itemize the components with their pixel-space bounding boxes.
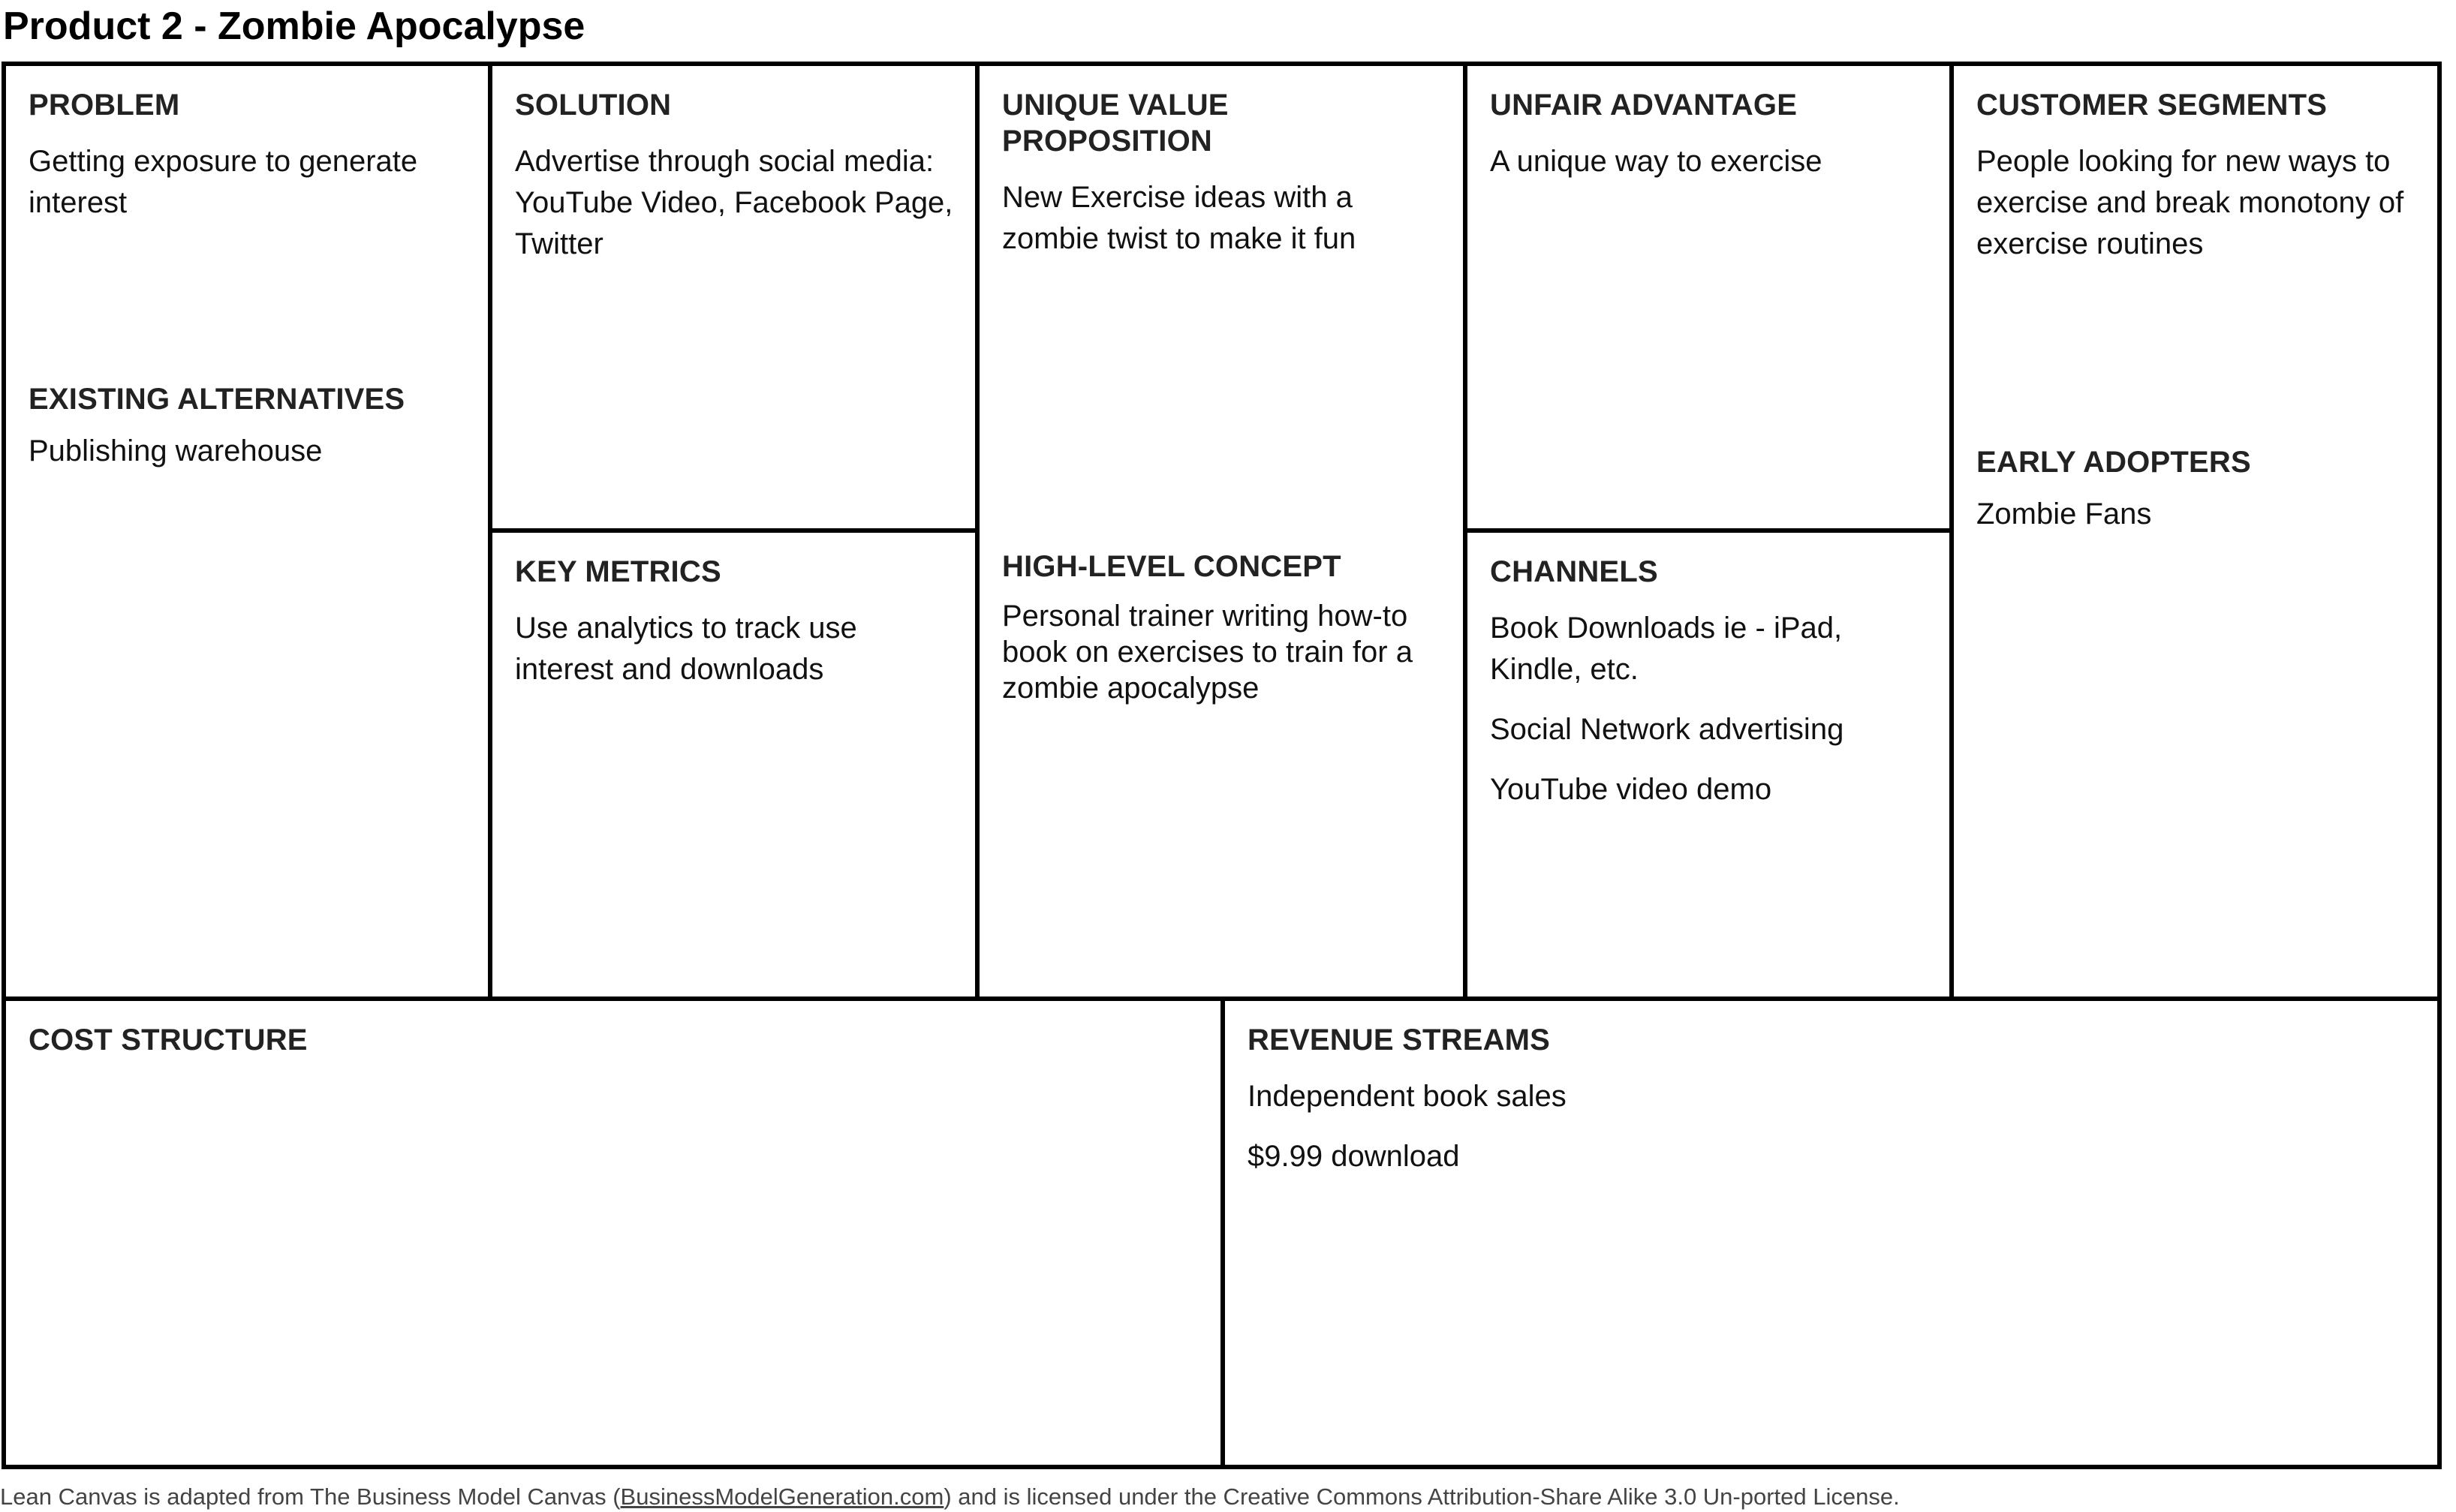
unfair-advantage-text: A unique way to exercise [1490, 145, 1822, 178]
page-title: Product 2 - Zombie Apocalypse [3, 5, 585, 48]
existing-alternatives-text: Publishing warehouse [29, 434, 323, 467]
revenue-streams-item: $9.99 download [1248, 1140, 1460, 1173]
solution-box [488, 62, 980, 533]
early-adopters-heading: EARLY ADOPTERS [1976, 446, 2251, 479]
problem-heading: PROBLEM [29, 89, 180, 122]
cost-structure-box [2, 996, 1225, 1469]
unique-value-proposition-heading: UNIQUE VALUE PROPOSITION [1002, 89, 1229, 158]
key-metrics-text: Use analytics to track use interest and downloads [515, 612, 857, 686]
unique-value-proposition-box [975, 62, 1467, 1001]
key-metrics-heading: KEY METRICS [515, 555, 721, 588]
footer-prefix: Lean Canvas is adapted from The Business Model Canvas ( [0, 1483, 621, 1510]
channels-item: Book Downloads ie - iPad, Kindle, etc. [1490, 612, 1843, 686]
footer-suffix: ) and is licensed under the Creative Commons Attribution-Share Alike 3.0 Un-ported License. [944, 1483, 1900, 1510]
business-model-generation-link[interactable]: BusinessModelGeneration.com [620, 1483, 944, 1510]
revenue-streams-box [1220, 996, 2442, 1469]
customer-segments-heading: CUSTOMER SEGMENTS [1976, 89, 2328, 122]
existing-alternatives-section [29, 381, 470, 472]
channels-heading: CHANNELS [1490, 555, 1658, 588]
license-footer [0, 1482, 1900, 1512]
unfair-advantage-heading: UNFAIR ADVANTAGE [1490, 89, 1798, 122]
solution-text: Advertise through social media: YouTube Video, Facebook Page, Twitter [515, 145, 953, 260]
key-metrics-box [488, 528, 980, 1001]
high-level-concept-text: Personal trainer writing how-to book on exercises to train for a zombie apocalypse [1002, 600, 1413, 705]
solution-heading: SOLUTION [515, 89, 672, 122]
early-adopters-section [1976, 444, 2419, 535]
unique-value-proposition-text: New Exercise ideas with a zombie twist to make it fun [1002, 181, 1356, 255]
existing-alternatives-heading: EXISTING ALTERNATIVES [29, 383, 405, 416]
channels-item: Social Network advertising [1490, 713, 1844, 746]
problem-text: Getting exposure to generate interest [29, 145, 418, 219]
unfair-advantage-box [1463, 62, 1954, 533]
revenue-streams-item: Independent book sales [1248, 1080, 1567, 1113]
customer-segments-box [1949, 62, 2442, 1001]
early-adopters-text: Zombie Fans [1976, 497, 2152, 531]
channels-box [1463, 528, 1954, 1001]
problem-box [2, 62, 492, 1001]
high-level-concept-section [1002, 549, 1445, 706]
high-level-concept-heading: HIGH-LEVEL CONCEPT [1002, 550, 1341, 583]
customer-segments-text: People looking for new ways to exercise and break monotony of exercise routines [1976, 145, 2404, 260]
cost-structure-heading: COST STRUCTURE [29, 1024, 308, 1057]
revenue-streams-heading: REVENUE STREAMS [1248, 1024, 1551, 1057]
channels-item: YouTube video demo [1490, 773, 1772, 806]
